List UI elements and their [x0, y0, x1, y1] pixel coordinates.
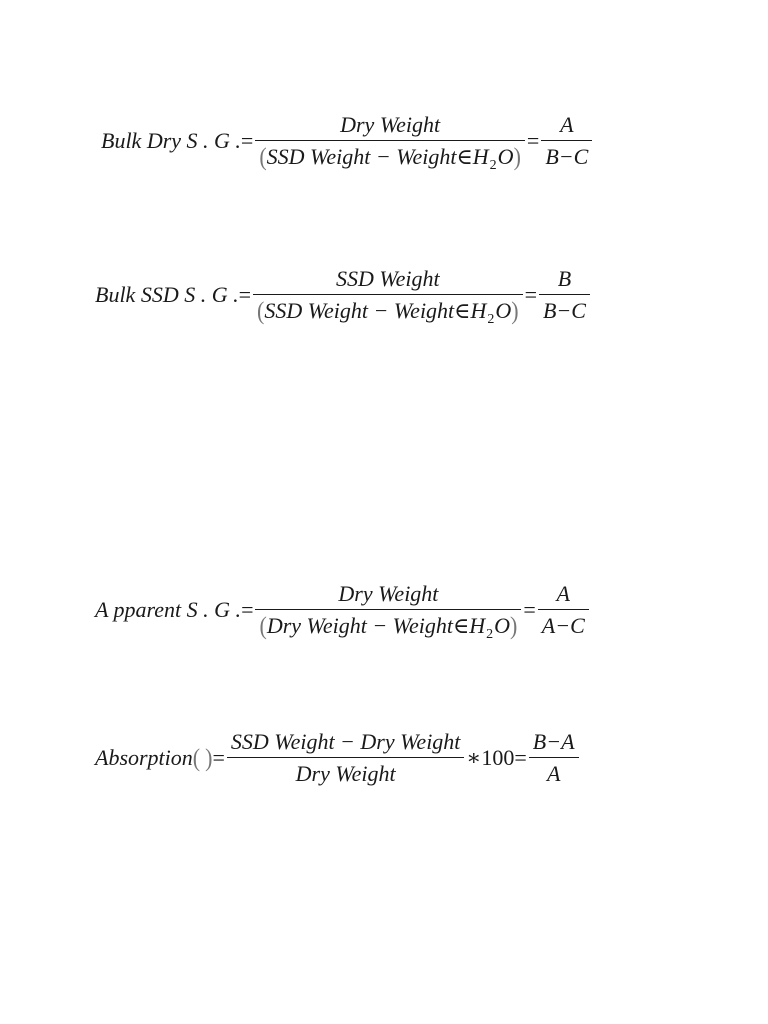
numerator: SSD Weight	[335, 266, 440, 291]
equals-sign: =	[238, 282, 252, 307]
denominator: Dry Weight	[227, 757, 465, 785]
fraction-rhs	[541, 114, 592, 168]
equation-bulk-ssd-sg	[95, 266, 592, 327]
equals-sign: =	[240, 128, 254, 153]
numerator: SSD Weight − Dry Weight	[230, 729, 461, 754]
numerator: A	[556, 581, 570, 606]
numerator: A	[560, 112, 574, 137]
close-paren: )	[510, 611, 518, 640]
subscript: 2	[487, 312, 495, 327]
denominator-text: Dry Weight − Weight∈H	[266, 613, 486, 638]
equals-sign: =	[212, 745, 225, 770]
equation-apparent-sg	[95, 581, 591, 642]
open-paren: (	[259, 611, 267, 640]
denominator: A	[529, 757, 579, 785]
denominator-tail: O	[494, 613, 511, 638]
subscript: 2	[486, 627, 494, 642]
numerator: B	[557, 266, 572, 291]
close-paren: )	[511, 296, 519, 325]
denominator-text: SSD Weight − Weight∈H	[266, 144, 489, 169]
eq-lhs: Absorption	[95, 745, 193, 770]
denominator	[253, 294, 523, 327]
equation-bulk-dry-sg	[101, 112, 594, 173]
fraction-rhs	[539, 268, 590, 322]
multiplier: ∗100	[466, 745, 515, 770]
denominator-tail: O	[495, 298, 512, 323]
fraction-rhs	[538, 583, 589, 637]
numerator: Dry Weight	[340, 112, 441, 137]
subscript: 2	[489, 158, 497, 173]
eq-lhs: Bulk Dry S . G .	[101, 128, 241, 153]
fraction-main	[227, 731, 465, 785]
fraction-rhs	[529, 731, 579, 785]
denominator: B−C	[539, 294, 590, 322]
denominator: A−C	[538, 609, 589, 637]
numerator: B−A	[532, 729, 575, 754]
close-paren: )	[513, 142, 521, 171]
eq-lhs: Bulk SSD S . G .	[95, 282, 239, 307]
denominator	[255, 140, 525, 173]
denominator	[255, 609, 521, 642]
fraction-main	[253, 266, 523, 327]
denominator-tail: O	[497, 144, 514, 169]
equals-sign: =	[523, 597, 536, 622]
equals-sign: =	[241, 597, 254, 622]
denominator-text: SSD Weight − Weight∈H	[264, 298, 487, 323]
close-paren: )	[205, 743, 213, 772]
fraction-main	[255, 112, 525, 173]
equals-sign: =	[514, 745, 527, 770]
open-paren: (	[259, 142, 267, 171]
equals-sign: =	[526, 128, 540, 153]
eq-lhs: A pparent S . G .	[95, 597, 242, 622]
denominator: B−C	[541, 140, 592, 168]
equals-sign: =	[524, 282, 537, 307]
equation-absorption	[95, 731, 581, 785]
fraction-main	[255, 581, 521, 642]
numerator: Dry Weight	[338, 581, 439, 606]
open-paren: (	[257, 296, 265, 325]
open-paren: (	[192, 743, 201, 772]
